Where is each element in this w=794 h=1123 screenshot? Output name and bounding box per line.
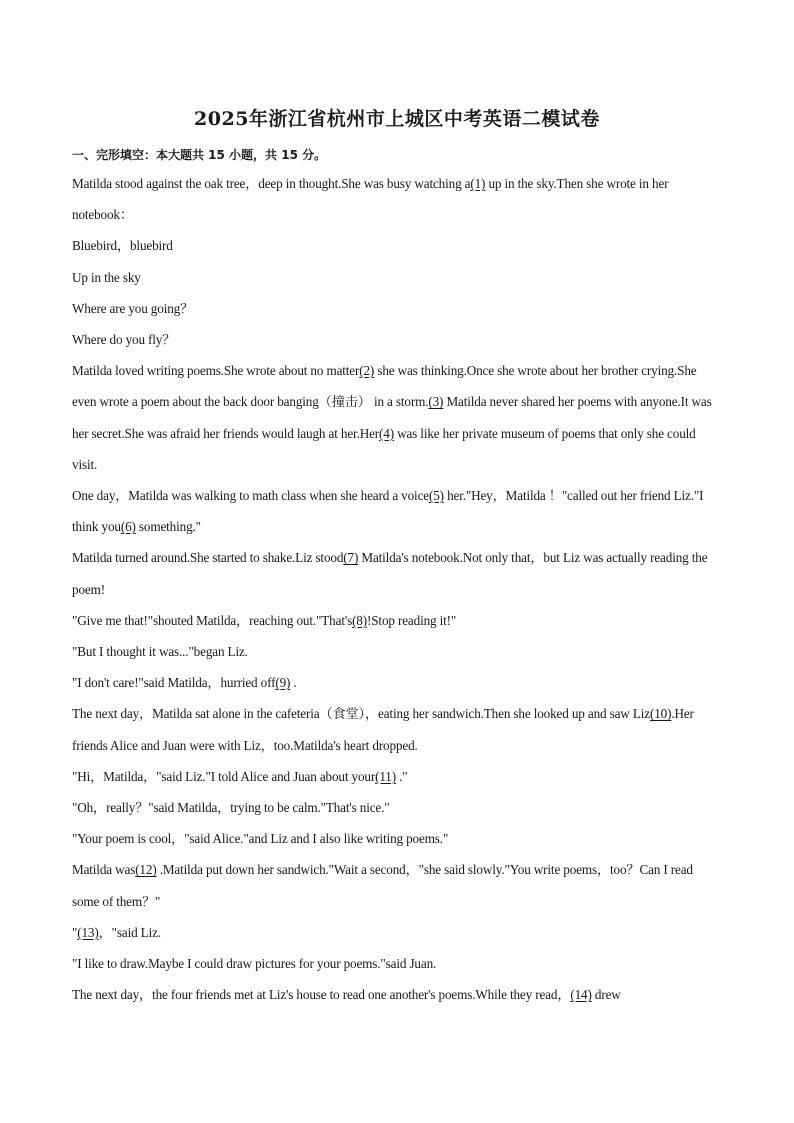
passage-paragraph [72,979,722,1010]
passage-text: The next day，the four friends met at Liz's house to read one another's poems.While they read， [72,987,571,1003]
blank-number: (4) [379,425,394,441]
passage-text: Bluebird，bluebird [72,238,173,254]
passage-text: . [290,675,297,691]
blank-number: (13) [77,924,99,940]
passage-text: The next day，Matilda sat alone in the cafeteria（食堂），eating her sandwich.Then she looked up and saw Liz [72,706,650,722]
passage-paragraph [72,542,722,604]
passage-text: "I don't care!"said Matilda，hurried off [72,675,276,691]
blank-number: (1) [470,176,486,191]
passage-paragraph [72,480,722,542]
passage-paragraph [72,761,722,792]
passage-paragraph [72,605,722,636]
passage-paragraph [72,324,722,355]
blank-number: (12) [135,862,157,878]
cloze-passage [72,168,722,1010]
passage-text: .Her friends Alice and Juan were with Liz，too.Matilda's heart dropped. [72,706,694,753]
blank-number: (3) [428,394,444,410]
passage-text: "Hi，Matilda，"said Liz."I told Alice and Juan about your [72,768,376,784]
passage-paragraph [72,792,722,823]
passage-text: " [72,924,78,940]
blank-number: (9) [275,675,291,691]
passage-text: up in the sky.Then she wrote in her notebook： [72,176,669,223]
passage-text: "Give me that!"shouted Matilda，reaching out."That's [72,612,353,628]
passage-text: .Matilda put down her sandwich."Wait a second，"she said slowly."You write poems，too？Can I read some of them？" [72,862,693,909]
passage-paragraph [72,230,722,261]
passage-text: Matilda loved writing poems.She wrote about no matter [72,363,360,379]
passage-text: "I like to draw.Maybe I could draw pictures for your poems."said Juan. [72,956,437,972]
blank-number: (2) [359,363,375,379]
passage-text: "Oh，really？"said Matilda，trying to be calm."That's nice." [72,800,390,816]
passage-text: ，"said Liz. [98,924,161,940]
blank-number: (14) [570,987,592,1003]
passage-text: Matilda never shared her poems with anyone.It was her secret.She was afraid her friends would laugh at her.Her [72,394,712,441]
passage-paragraph [72,168,722,230]
passage-paragraph [72,823,722,854]
passage-paragraph [72,636,722,667]
passage-text: One day，Matilda was walking to math class when she heard a voice [72,488,429,504]
passage-text: "Your poem is cool，"said Alice."and Liz and I also like writing poems." [72,831,449,847]
section-heading: 一、完形填空：本大题共 15 小题，共 15 分。 [72,148,327,162]
passage-text: her."Hey，Matilda ！"called out her friend Liz."I think you [72,488,704,535]
passage-paragraph [72,667,722,698]
passage-text: !Stop reading it!" [367,612,457,628]
passage-text: drew [591,987,621,1003]
passage-text: something." [135,519,201,535]
passage-text: was like her private museum of poems that only she could visit. [72,425,696,472]
passage-paragraph [72,917,722,948]
page-title: 2025年浙江省杭州市上城区中考英语二模试卷 [194,108,600,130]
passage-paragraph [72,948,722,979]
passage-text: "But I thought it was..."began Liz. [72,644,248,660]
blank-number: (8) [352,612,367,628]
passage-text: Up in the sky [72,269,141,285]
passage-text: Matilda was [72,862,136,878]
passage-text: Matilda stood against the oak tree，deep in thought.She was busy watching a [72,176,471,191]
blank-number: (5) [428,488,444,504]
passage-paragraph [72,854,722,916]
blank-number: (10) [649,706,672,722]
passage-paragraph [72,355,722,480]
blank-number: (7) [343,550,359,566]
blank-number: (11) [375,768,396,784]
passage-text: Matilda's notebook.Not only that，but Liz was actually reading the poem! [72,550,708,597]
passage-text: Where are you going？ [72,300,194,316]
passage-text: Where do you fly？ [72,332,176,348]
passage-text: ." [395,768,408,784]
passage-paragraph [72,262,722,293]
blank-number: (6) [120,519,136,535]
passage-paragraph [72,293,722,324]
passage-text: Matilda turned around.She started to shake.Liz stood [72,550,344,566]
passage-paragraph [72,698,722,760]
passage-text: she was thinking.Once she wrote about her brother crying.She even wrote a poem about the back door banging（撞击） in a storm. [72,363,697,410]
